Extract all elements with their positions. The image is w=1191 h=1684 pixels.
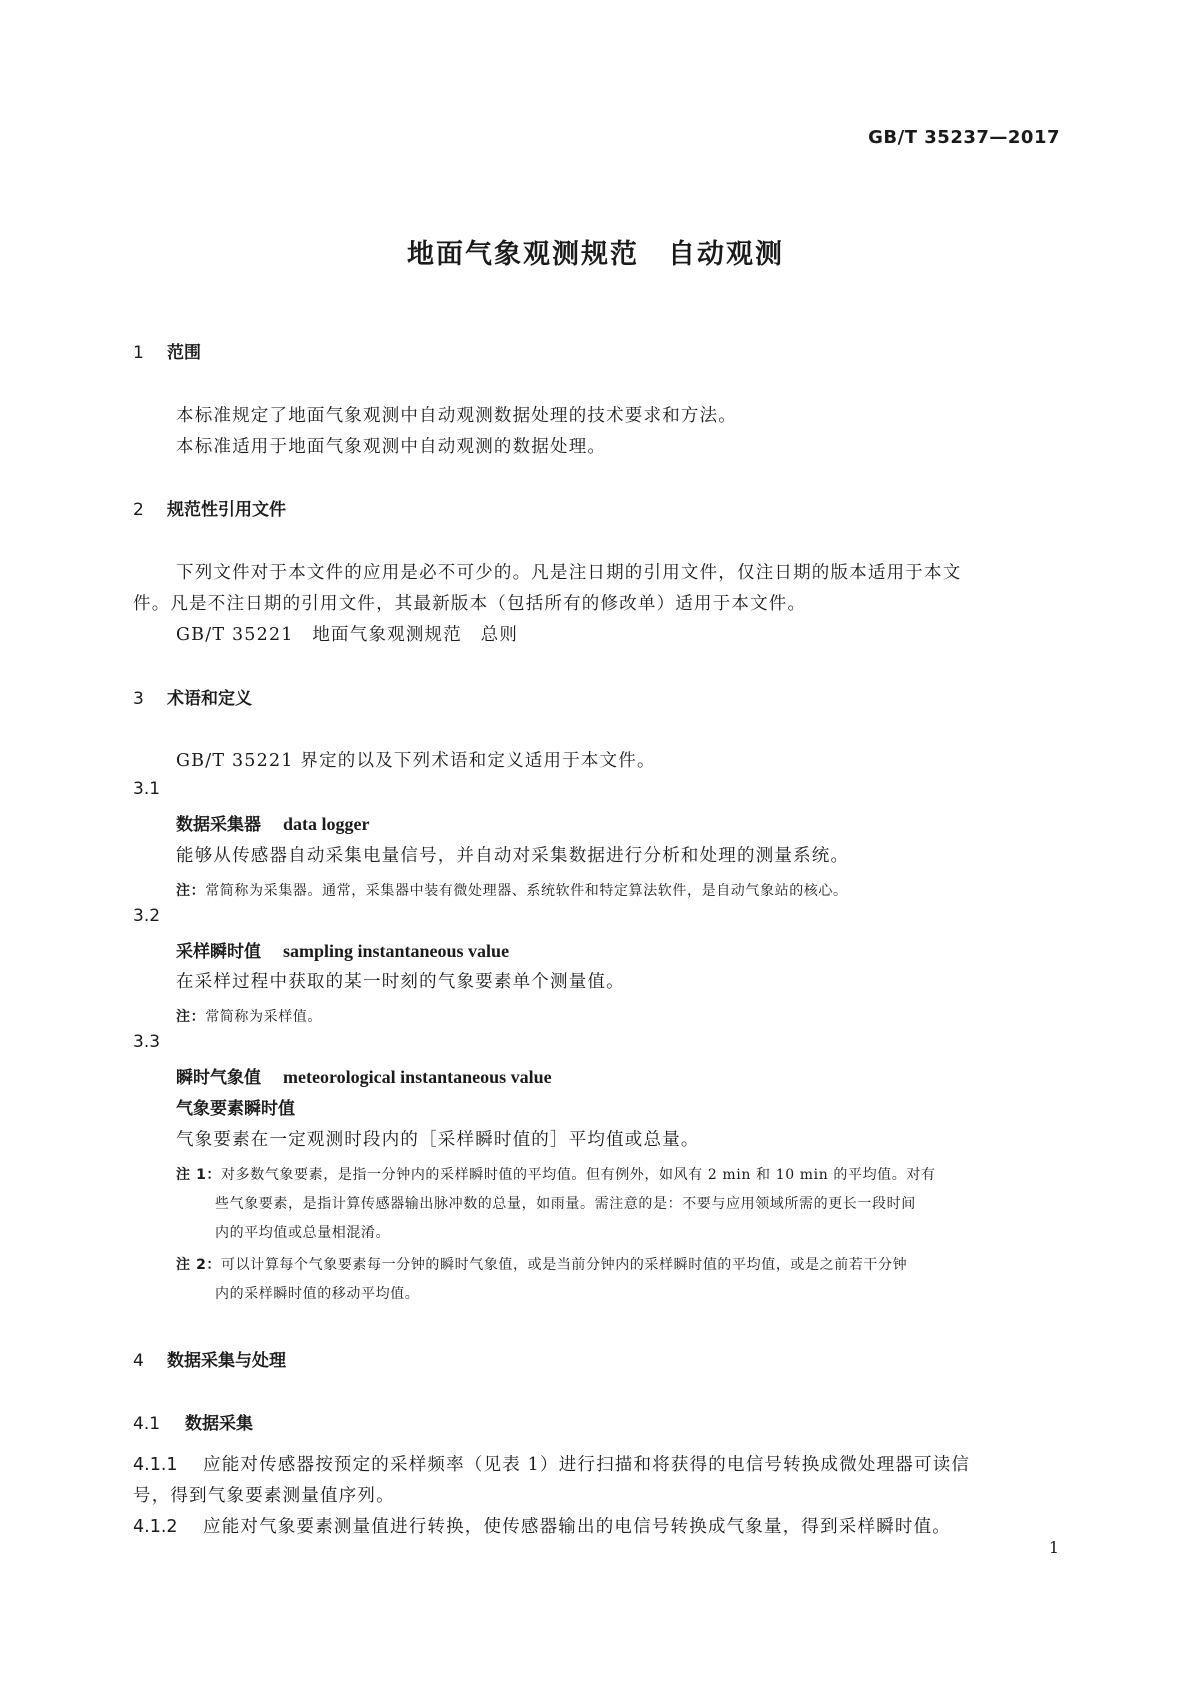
- section-3-heading: [133, 684, 252, 709]
- section-number: 1: [133, 343, 144, 363]
- term-definition: 能够从传感器自动采集电量信号，并自动对采集数据进行分析和处理的测量系统。: [176, 846, 850, 866]
- note-text: 常简称为采集器。通常，采集器中装有微处理器、系统软件和特定算法软件，是自动气象站的核心。: [205, 883, 848, 899]
- term-number: 3.2: [133, 906, 161, 926]
- note-label: 注 1：: [176, 1167, 222, 1183]
- note-label: 注 2：: [176, 1257, 222, 1273]
- paragraph: 本标准适用于地面气象观测中自动观测的数据处理。: [176, 437, 607, 457]
- paragraph: GB/T 35221 界定的以及下列术语和定义适用于本文件。: [176, 751, 656, 771]
- section-number: 2: [133, 500, 144, 520]
- subsection-title: 数据采集: [185, 1414, 253, 1434]
- document-title: 地面气象观测规范 自动观测: [407, 239, 784, 270]
- term-name: [176, 937, 509, 962]
- note: [176, 1006, 322, 1026]
- term-en: meteorological instantaneous value: [283, 1067, 552, 1087]
- term-zh: 采样瞬时值: [176, 942, 261, 962]
- term-name: [176, 1063, 552, 1088]
- subsection-4-1-heading: [133, 1409, 253, 1434]
- section-title: 范围: [167, 343, 201, 363]
- clause-continuation: 号，得到气象要素测量值序列。: [133, 1486, 395, 1506]
- clause-text: 应能对传感器按预定的采样频率（见表 1）进行扫描和将获得的电信号转换成微处理器可读信: [203, 1455, 971, 1475]
- subsection-number: 4.1: [133, 1414, 161, 1434]
- note-continuation: 些气象要素，是指计算传感器输出脉冲数的总量，如雨量。需注意的是：不要与应用领域所需的更长一段时间: [215, 1196, 916, 1212]
- note-text: 对多数气象要素，是指一分钟内的采样瞬时值的平均值。但有例外，如风有 2 min 和 10 min 的平均值。对有: [221, 1167, 936, 1183]
- term-number: 3.3: [133, 1032, 161, 1052]
- term-definition: 气象要素在一定观测时段内的［采样瞬时值的］平均值或总量。: [176, 1130, 700, 1150]
- note-continuation: 内的采样瞬时值的移动平均值。: [215, 1286, 420, 1302]
- reference-item: GB/T 35221 地面气象观测规范 总则: [176, 625, 519, 645]
- clause: [133, 1513, 951, 1538]
- note-continuation: 内的平均值或总量相混淆。: [215, 1225, 391, 1241]
- section-title: 规范性引用文件: [167, 500, 286, 520]
- section-number: 4: [133, 1351, 144, 1371]
- section-2-heading: [133, 495, 286, 520]
- term-en: sampling instantaneous value: [283, 941, 510, 961]
- clause: [133, 1451, 970, 1476]
- term-alternative: 气象要素瞬时值: [176, 1099, 295, 1119]
- section-4-heading: [133, 1346, 286, 1371]
- section-1-heading: [133, 338, 201, 363]
- term-zh: 瞬时气象值: [176, 1068, 261, 1088]
- note: [176, 1164, 936, 1184]
- note-label: 注：: [176, 1009, 206, 1025]
- note: [176, 1254, 907, 1274]
- section-title: 术语和定义: [167, 689, 252, 709]
- paragraph: 件。凡是不注日期的引用文件，其最新版本（包括所有的修改单）适用于本文件。: [133, 594, 807, 614]
- standard-code: GB/T 35237—2017: [868, 127, 1060, 148]
- note: [176, 880, 848, 900]
- clause-number: 4.1.2: [133, 1517, 178, 1537]
- clause-number: 4.1.1: [133, 1455, 178, 1475]
- term-zh: 数据采集器: [176, 815, 261, 835]
- term-en: data logger: [283, 814, 370, 834]
- term-definition: 在采样过程中获取的某一时刻的气象要素单个测量值。: [176, 972, 625, 992]
- note-label: 注：: [176, 883, 206, 899]
- page-number: 1: [1048, 1538, 1059, 1557]
- note-text: 常简称为采样值。: [205, 1009, 323, 1025]
- term-name: [176, 810, 369, 835]
- note-text: 可以计算每个气象要素每一分钟的瞬时气象值，或是当前分钟内的采样瞬时值的平均值，或是之前若干分钟: [221, 1257, 908, 1273]
- paragraph: 本标准规定了地面气象观测中自动观测数据处理的技术要求和方法。: [176, 406, 737, 426]
- section-title: 数据采集与处理: [167, 1351, 286, 1371]
- section-number: 3: [133, 689, 144, 709]
- clause-text: 应能对气象要素测量值进行转换，使传感器输出的电信号转换成气象量，得到采样瞬时值。: [203, 1517, 951, 1537]
- paragraph: 下列文件对于本文件的应用是必不可少的。凡是注日期的引用文件，仅注日期的版本适用于本文: [176, 563, 962, 583]
- term-number: 3.1: [133, 779, 161, 799]
